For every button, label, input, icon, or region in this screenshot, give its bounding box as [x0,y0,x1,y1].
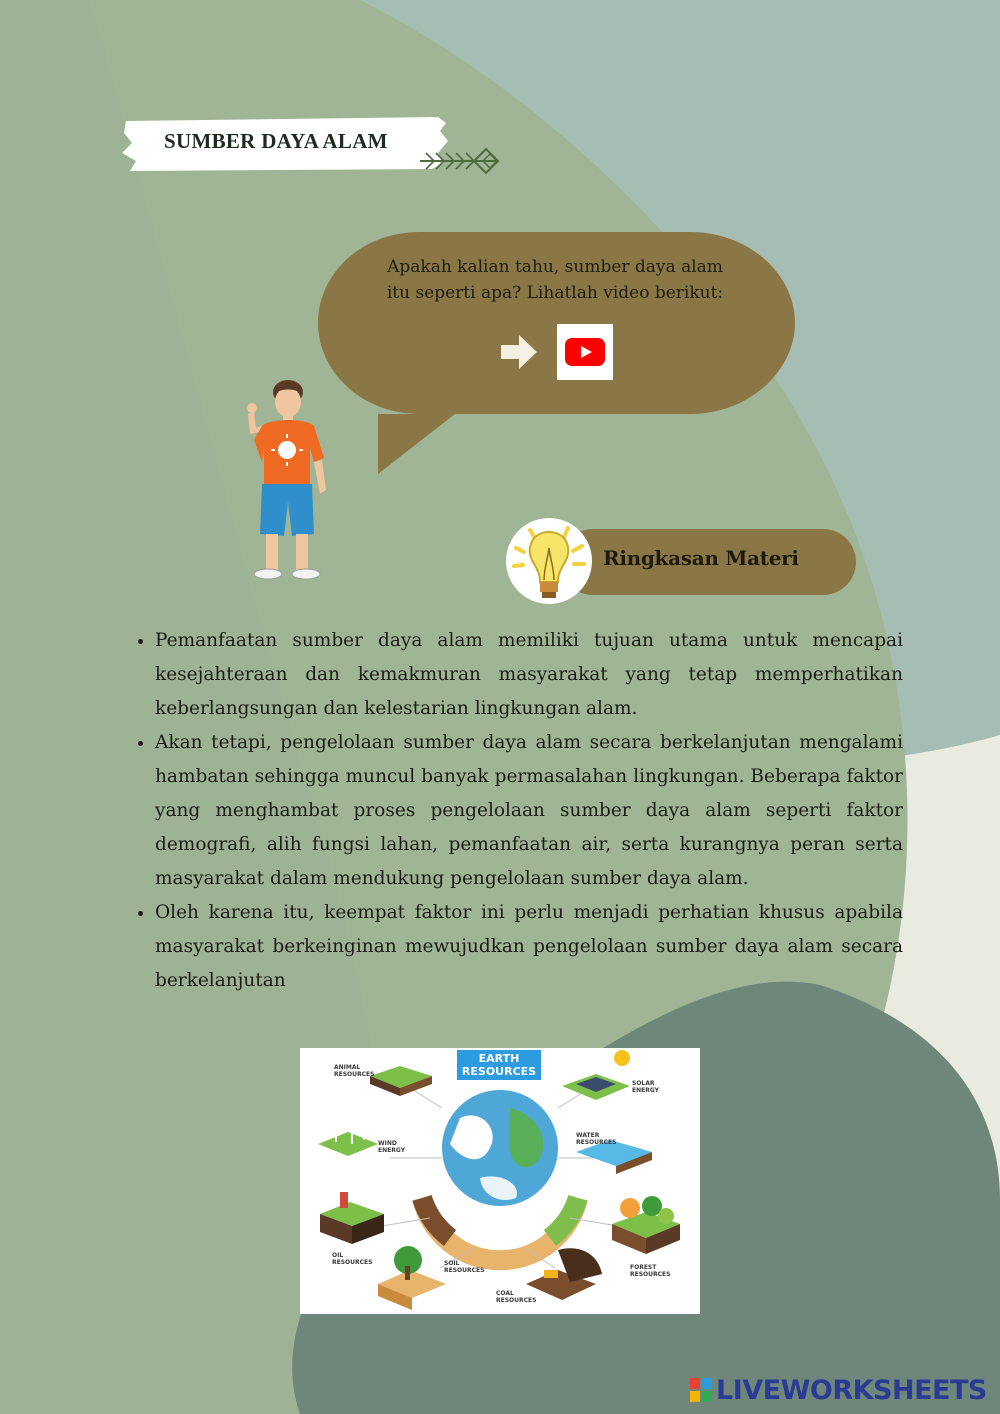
liveworksheets-logo-icon [690,1378,712,1402]
title-banner [120,113,450,173]
label-animal-resources: ANIMAL RESOURCES [334,1064,375,1078]
bulb-circle [506,518,592,604]
bubble-line-1: Apakah kalian tahu, sumber daya alam [387,257,723,277]
youtube-video-button[interactable] [557,324,613,380]
arrow-right-icon [499,333,539,371]
leaf-arrow-icon [420,141,510,181]
label-coal-resources: COAL RESOURCES [496,1290,537,1304]
page-title: SUMBER DAYA ALAM [164,129,388,153]
bubble-line-2: itu seperti apa? Lihatlah video berikut: [386,283,724,303]
summary-item-1: • Pemanfaatan sumber daya alam memiliki tujuan utama untuk mencapai kesejahteraan dan kemakmuran masyarakat yang tetap memperhatikan keberlangsungan dan kelestarian lingkungan alam. [155,624,903,726]
earth-resources-infographic [300,1048,700,1314]
label-wind-energy: WIND ENERGY [378,1140,405,1154]
summary-item-3: • Oleh karena itu, keempat faktor ini perlu menjadi perhatian khusus apabila masyarakat berkeinginan mewujudkan pengelolaan sumber daya alam secara berkelanjutan [155,896,903,998]
infographic-title-line-1: EARTH [478,1052,520,1065]
boy-pointing-illustration [240,378,340,580]
lightbulb-icon [506,518,592,604]
liveworksheets-logo[interactable] [690,1374,987,1406]
infographic-title-line-2: RESOURCES [461,1065,537,1078]
label-soil-resources: SOIL RESOURCES [444,1260,485,1274]
label-forest-resources: FOREST RESOURCES [630,1264,671,1278]
liveworksheets-brand: LIVEWORKSHEETS [716,1374,987,1406]
youtube-icon [565,338,605,366]
summary-list [130,624,903,998]
label-water-resources: WATER RESOURCES [576,1132,617,1146]
ringkasan-heading: Ringkasan Materi [603,546,799,570]
summary-item-2: • Akan tetapi, pengelolaan sumber daya alam secara berkelanjutan mengalami hambatan sehingga muncul banyak permasalahan lingkungan. Beberapa faktor yang menghambat proses pengelolaan sumber daya alam seperti faktor demografi, alih fungsi lahan, pemanfaatan air, serta kurangnya peran serta masyarakat dalam mendukung pengelolaan sumber daya alam. [155,726,903,896]
bubble-question [360,254,750,306]
label-solar-energy: SOLAR ENERGY [632,1080,659,1094]
label-oil-resources: OIL RESOURCES [332,1252,373,1266]
